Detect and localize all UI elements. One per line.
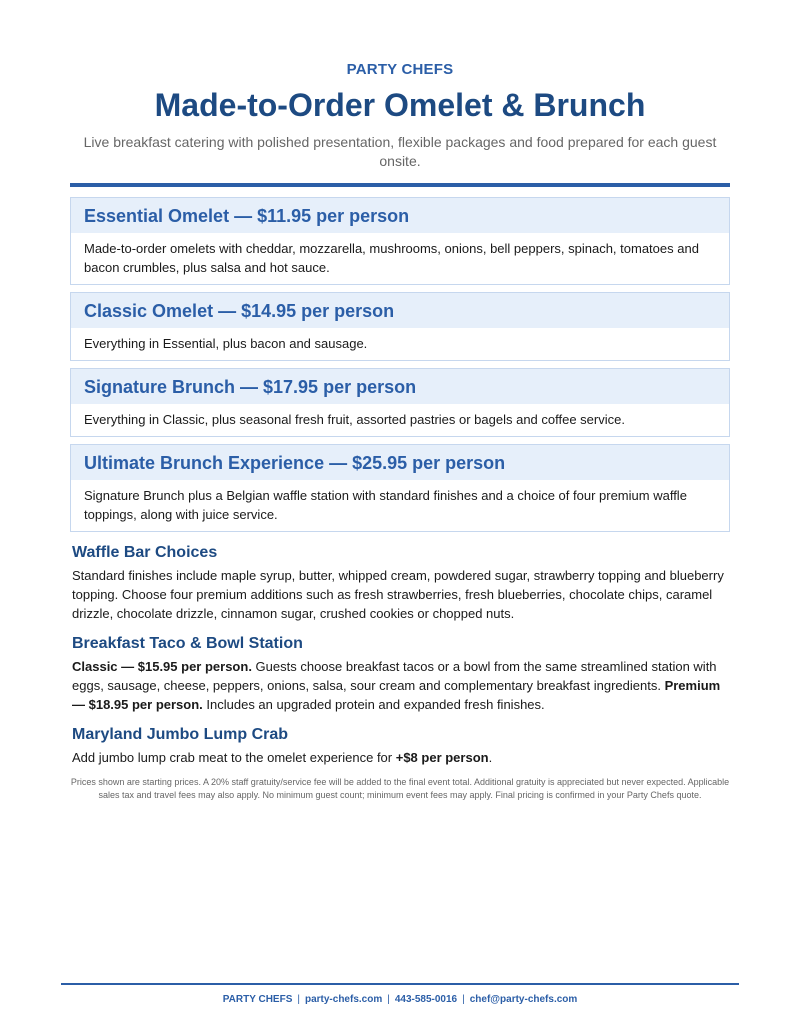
footer	[0, 993, 800, 1007]
crab-text: Add jumbo lump crab meat to the omelet experience for	[72, 750, 396, 765]
package-description: Signature Brunch plus a Belgian waffle station with standard finishes and a choice of four premium waffle toppings, along with juice service.	[84, 488, 687, 522]
package-description: Everything in Classic, plus seasonal fresh fruit, assorted pastries or bagels and coffee service.	[84, 412, 625, 427]
classic-description: Guests choose breakfast tacos or a bowl from the same streamlined station with eggs, sausage, cheese, peppers, onions, salsa, sour cream and complementary breakfast ingredients.	[72, 659, 717, 693]
taco-section	[72, 634, 732, 714]
package-title: Classic Omelet — $14.95 per person	[71, 293, 729, 328]
package-title: Signature Brunch — $17.95 per person	[71, 369, 729, 404]
fine-print: Prices shown are starting prices. A 20% staff gratuity/service fee will be added to the final event total. Additional gratuity is appreciated but never expected. Applicable sales tax and travel fees may also apply. No minimum guest count; minimum event fees may apply. Final pricing is confirmed in your Party Chefs quote.	[70, 777, 730, 800]
footer-email[interactable]: chef@party-chefs.com	[469, 994, 578, 1005]
section-body	[72, 657, 732, 714]
package-description: Everything in Essential, plus bacon and sausage.	[84, 336, 368, 351]
brand-name: PARTY CHEFS	[346, 61, 454, 78]
crab-text-end: .	[488, 750, 493, 765]
section-title: Waffle Bar Choices	[72, 544, 218, 561]
section-title: Maryland Jumbo Lump Crab	[72, 726, 289, 743]
classic-price-label: Classic — $15.95 per person.	[72, 659, 252, 674]
section-title: Breakfast Taco & Bowl Station	[72, 635, 303, 652]
document-header	[0, 0, 800, 171]
section-body: Standard finishes include maple syrup, butter, whipped cream, powdered sugar, strawberry topping and blueberry topping. Choose four premium additions such as fresh strawberries, fresh blueberries, chocolate chips, caramel drizzle, chocolate drizzle, cinnamon sugar, crushed cookies or chopped nuts.	[72, 568, 724, 621]
package-title: Essential Omelet — $11.95 per person	[71, 198, 729, 233]
details-sections	[72, 543, 732, 802]
footer-phone[interactable]: 443-585-0016	[394, 994, 458, 1005]
package-card-classic	[70, 292, 730, 361]
package-description: Made-to-order omelets with cheddar, mozzarella, mushrooms, onions, bell peppers, spinach, tomatoes and bacon crumbles, plus salsa and hot sauce.	[84, 241, 699, 275]
package-title: Ultimate Brunch Experience — $25.95 per person	[71, 445, 729, 480]
package-card-essential	[70, 197, 730, 285]
page-title: Made-to-Order Omelet & Brunch	[154, 87, 646, 123]
section-body	[72, 748, 732, 767]
footer-separator: |	[462, 994, 465, 1005]
footer-divider	[61, 983, 739, 985]
footer-separator: |	[297, 994, 300, 1005]
package-card-signature	[70, 368, 730, 437]
premium-description: Includes an upgraded protein and expanded fresh finishes.	[202, 697, 545, 712]
package-card-ultimate	[70, 444, 730, 532]
header-divider	[70, 183, 730, 187]
crab-section	[72, 725, 732, 767]
footer-separator: |	[387, 994, 390, 1005]
page-subtitle: Live breakfast catering with polished presentation, flexible packages and food prepared for each guest onsite.	[83, 134, 717, 169]
footer-brand: PARTY CHEFS	[222, 994, 293, 1005]
footer-website[interactable]: party-chefs.com	[304, 994, 383, 1005]
crab-price: +$8 per person	[395, 750, 489, 765]
waffle-section	[72, 543, 732, 623]
package-list	[70, 197, 730, 539]
premium-price-label: Premium — $18.95 per person.	[72, 678, 721, 712]
